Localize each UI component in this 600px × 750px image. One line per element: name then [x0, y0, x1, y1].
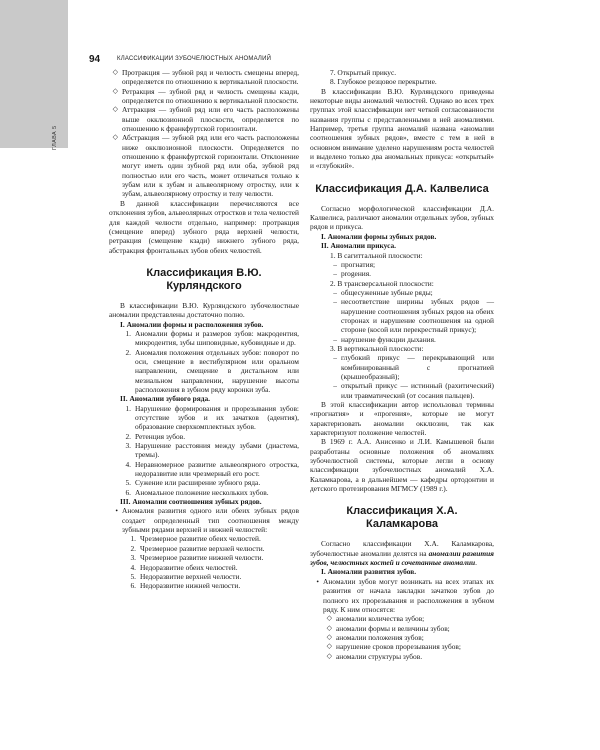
list-item: 2. В трансверсальной плоскости: — [330, 278, 434, 288]
list-item: 1. Аномалии формы и размеров зубов: макродентия, микродентия, зубы шиповидные, кубовидные и др. — [125, 328, 299, 348]
subsection-title: II. Аномалии зубного ряда. — [120, 394, 211, 404]
list-item: 6. Аномальное положение нескольких зубов. — [125, 487, 269, 497]
paragraph: В классификации В.Ю. Курляндского зубочелюстные аномалии представлены достаточно полно. — [109, 300, 299, 320]
list-item: 5. Недоразвитие верхней челюсти. — [130, 571, 242, 581]
left-column — [109, 68, 299, 591]
list-item: 3. Нарушение расстояния между зубами (диастема, тремы). — [125, 441, 299, 460]
list-item: 7. Открытый прикус. — [330, 68, 397, 77]
paragraph: В данной классификации перечисляются все отклонения зубов, альвеолярных отростков и тела челюстей для каждой челюсти отдельно, например: протракция (смещение вперед) зубного ряда верхней челюсти, ретракция (смещение кзади) нижнего зубного ряда, абстракция фронтальных зубов обеих челюстей. — [109, 198, 299, 255]
paragraph: В этой классификации автор использовал термины «прогнатия» и «прогения», которые не могут характеризовать аномалии окклюзии, так как характеризуют положение челюстей. — [310, 400, 494, 438]
list-item: • Аномалии зубов могут возникать на всех этапах их развития от начала закладки зачатков зубов до полного их прорезывания и расположения в зубном ряду. К ним относятся: — [316, 576, 494, 614]
subsection-title: I. Аномалии развития зубов. — [321, 567, 417, 577]
list-item: ◇ аномалии формы и величины зубов; — [326, 623, 450, 633]
list-item: 8. Глубокое резцовое перекрытие. — [330, 77, 437, 87]
list-item: 5. Сужение или расширение зубного ряда. — [125, 478, 261, 488]
subsection-title: I. Аномалии формы зубных рядов. — [321, 231, 437, 241]
list-item: ◇ Протракция — зубной ряд и челюсть смещены вперед, определяется по отношению к вертикальной плоскости. — [112, 68, 299, 87]
list-item: 2. Ретенция зубов. — [125, 431, 186, 441]
list-item: ◇ аномалии положения зубов; — [326, 632, 424, 642]
list-item: 4. Недоразвитие обеих челюстей. — [130, 562, 238, 572]
list-item: – общесуженные зубные ряды; — [333, 287, 433, 297]
chapter-tab-label: ГЛАВА 5 — [52, 125, 58, 150]
right-column — [310, 68, 494, 661]
subsection-title: I. Аномалии формы и расположения зубов. — [120, 319, 264, 329]
list-item: 1. В сагиттальной плоскости: — [330, 250, 423, 260]
list-item: ◇ Абстракция — зубной ряд или его часть расположены ниже окклюзионной плоскости. Определяется по отношению к франкфуртской горизонтали. Отклонение могут иметь один зубной ряд или оба, зубной ряд полностью или его часть, может отличаться только к зубам или к зубам и альвеолярному отростку, или к зубам, альвеолярному отростку и телу челюсти. — [112, 133, 299, 199]
list-item: ◇ аномалии структуры зубов. — [326, 651, 423, 661]
paragraph: В классификации В.Ю. Курляндского приведены некоторые виды аномалий челюстей. Однако во всех трех группах этой классификации нет четкой согласованности названия группы с представленными в ней аномалиями. Например, третья группа аномалий названа «аномалии соотношения зубных рядов», вместе с тем в ней в основном внимание уделено нарушениям роста челюстей и выделено только два аномальных прикуса: «открытый» и «глубокий». — [310, 86, 494, 171]
list-item: 4. Неравномерное развитие альвеолярного отростка, недоразвитие или чрезмерный его рост. — [125, 459, 299, 479]
list-item: 3. В вертикальной плоскости: — [330, 343, 424, 353]
paragraph: Согласно морфологической классификации Д.А. Калвелиса, различают аномалии отдельных зубов, зубных рядов и прикуса. — [310, 203, 494, 232]
list-item: • Аномалия развития одного или обеих зубных рядов создает определенный тип соотношения между зубными рядами верхней и нижней челюстей: — [115, 506, 299, 535]
list-item: – progения. — [333, 269, 371, 279]
list-item: 1. Нарушение формирования и прорезывания зубов: отсутствие зубов и их зачатков (адентия), образование сверхкомплектных зубов. — [125, 403, 299, 432]
list-item: – прогнатия; — [333, 259, 376, 269]
subsection-title: II. Аномалии прикуса. — [321, 241, 397, 251]
section-heading: Классификация Д.А. Калвелиса — [315, 182, 489, 195]
list-item: 3. Чрезмерное развитие нижней челюсти. — [130, 553, 264, 563]
list-item: ◇ аномалии количества зубов; — [326, 614, 425, 624]
list-item: – несоответствие ширины зубных рядов — нарушение соотношения зубных рядов на обеих сторонах и нарушение соотношения на одной стороне (косой или перекрестный прикус); — [333, 297, 494, 335]
list-item: ◇ Ретракция — зубной ряд и челюсть смещены кзади, определяется по отношению к вертикальной плоскости. — [112, 86, 299, 106]
list-item: 1. Чрезмерное развитие обеих челюстей. — [130, 534, 261, 544]
list-item: – глубокий прикус — перекрывающий или комбинированный с прогнатией (крышеобразный); — [333, 353, 494, 381]
subsection-title: III. Аномалии соотношения зубных рядов. — [120, 497, 262, 507]
list-item: – нарушение функции дыхания. — [333, 334, 436, 344]
paragraph: В 1969 г. А.А. Анисенко и Л.И. Камышевой были разработаны основные положения об аномалиях зубочелюстной системы, которые легли в основу классификации зубочелюстных аномалий Х.А. Каламкарова, а в дальнейшем — кафедры ортодонтии и детского протезирования МГМСУ (1989 г.). — [310, 437, 494, 494]
list-item: – открытый прикус — истинный (рахитический) или травматический (от сосания пальцев). — [333, 381, 494, 400]
running-head: КЛАССИФИКАЦИИ ЗУБОЧЕЛЮСТНЫХ АНОМАЛИЙ — [117, 56, 272, 62]
list-item: ◇ Аттракция — зубной ряд или его часть расположены выше окклюзионной плоскости, определяется по отношению к франкфуртской горизонтали. — [112, 105, 299, 134]
list-item: 2. Аномалия положения отдельных зубов: поворот по оси, смещение в вестибулярном или оральном направлении, смещение в дистальном или мезиальном направлении, нарушение высоты расположения в зубном ряду коронки зуба. — [125, 347, 299, 394]
list-item: 6. Недоразвитие нижней челюсти. — [130, 581, 241, 591]
section-heading: Классификация Х.А. Каламкарова — [346, 505, 458, 531]
section-heading: Классификация В.Ю. Курляндского — [146, 266, 262, 292]
paragraph: Согласно классификации Х.А. Каламкарова, зубочелюстные аномалии делятся на аномалии развития зубов, челюстных костей и сочетанные аномалии. — [310, 539, 494, 568]
list-item: 2. Чрезмерное развитие верхней челюсти. — [130, 543, 265, 553]
page-number: 94 — [89, 54, 101, 65]
list-item: ◇ нарушение сроков прорезывания зубов; — [326, 642, 461, 652]
